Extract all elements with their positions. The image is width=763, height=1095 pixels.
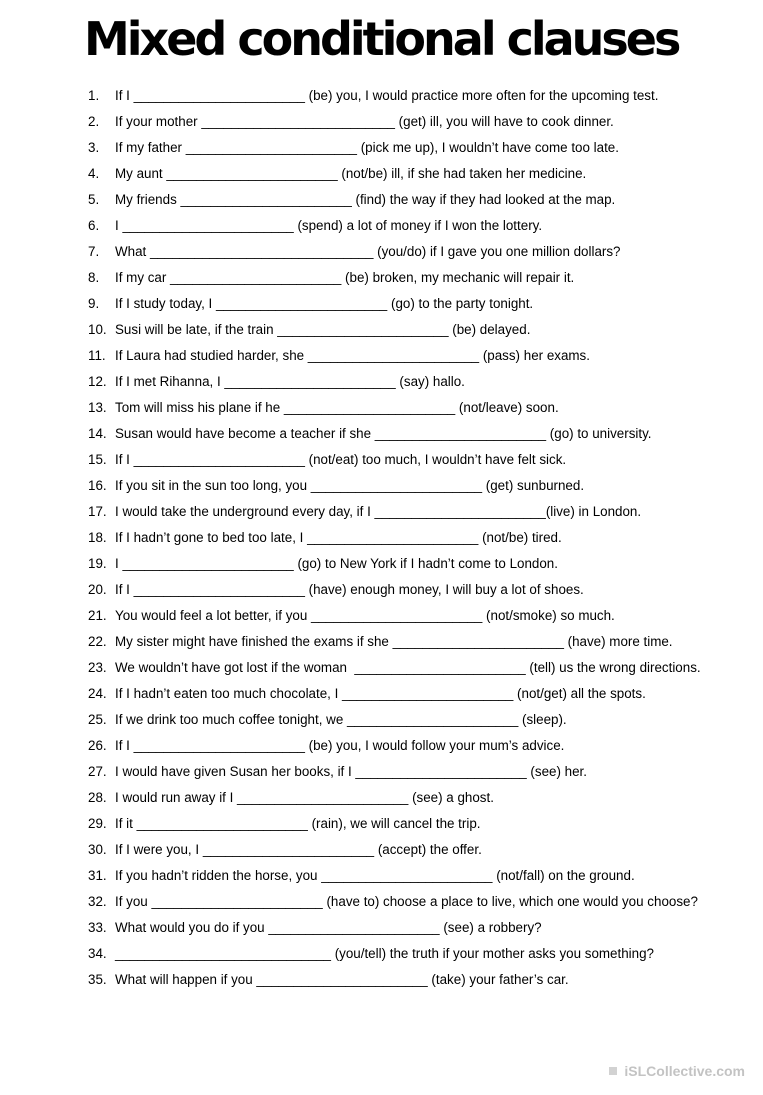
item-text: I would have given Susan her books, if I _______________________ (see) her. [115,764,587,779]
item-number: 5. [88,192,100,207]
item-text: If Laura had studied harder, she _______________________ (pass) her exams. [115,348,590,363]
list-item [88,661,763,675]
list-item [88,531,763,545]
item-text: What would you do if you _______________________ (see) a robbery? [115,920,542,935]
item-number: 3. [88,140,100,155]
item-text: My friends _______________________ (find) the way if they had looked at the map. [115,192,616,207]
list-item [88,765,763,779]
item-number: 10. [88,322,107,337]
list-item [88,895,763,909]
item-text: _____________________________ (you/tell) the truth if your mother asks you something? [115,946,654,961]
item-number: 21. [88,608,107,623]
list-item [88,453,763,467]
item-number: 6. [88,218,100,233]
item-text: You would feel a lot better, if you _______________________ (not/smoke) so much. [115,608,615,623]
list-item [88,817,763,831]
item-number: 4. [88,166,100,181]
item-number: 12. [88,374,107,389]
item-number: 20. [88,582,107,597]
item-number: 2. [88,114,100,129]
list-item [88,297,763,311]
list-item [88,375,763,389]
list-item [88,713,763,727]
item-text: If I were you, I _______________________ (accept) the offer. [115,842,482,857]
item-number: 13. [88,400,107,415]
item-number: 17. [88,504,107,519]
item-number: 27. [88,764,107,779]
item-number: 14. [88,426,107,441]
list-item [88,687,763,701]
item-text: If I _______________________ (have) enough money, I will buy a lot of shoes. [115,582,584,597]
list-item [88,89,763,103]
item-text: Tom will miss his plane if he _______________________ (not/leave) soon. [115,400,559,415]
item-number: 28. [88,790,107,805]
item-number: 11. [88,348,106,363]
item-number: 32. [88,894,107,909]
list-item [88,167,763,181]
list-item [88,505,763,519]
list-item [88,739,763,753]
list-item [88,791,763,805]
list-item [88,349,763,363]
item-text: If my car _______________________ (be) broken, my mechanic will repair it. [115,270,575,285]
list-item [88,843,763,857]
worksheet-page [0,12,763,1095]
list-item [88,609,763,623]
item-number: 8. [88,270,100,285]
item-text: If I met Rihanna, I _______________________ (say) hallo. [115,374,465,389]
item-number: 31. [88,868,107,883]
item-number: 1. [88,88,100,103]
list-item [88,479,763,493]
item-number: 7. [88,244,100,259]
list-item [88,635,763,649]
item-number: 19. [88,556,107,571]
item-text: If I _______________________ (be) you, I would follow your mum’s advice. [115,738,565,753]
item-text: If you hadn’t ridden the horse, you _______________________ (not/fall) on the ground. [115,868,635,883]
item-number: 26. [88,738,107,753]
list-item [88,141,763,155]
item-text: If we drink too much coffee tonight, we _______________________ (sleep). [115,712,567,727]
item-text: We wouldn’t have got lost if the woman _______________________ (tell) us the wrong directions. [115,660,701,675]
exercise-list [88,89,763,987]
item-text: If I hadn’t gone to bed too late, I _______________________ (not/be) tired. [115,530,562,545]
item-text: If you sit in the sun too long, you _______________________ (get) sunburned. [115,478,585,493]
footer-brand: iSLCollective.com [624,1063,745,1079]
item-number: 22. [88,634,107,649]
page-title: Mixed conditional clauses [84,12,679,66]
item-text: My aunt _______________________ (not/be) ill, if she had taken her medicine. [115,166,587,181]
list-item [88,869,763,883]
item-number: 18. [88,530,107,545]
list-item [88,973,763,987]
list-item [88,401,763,415]
list-item [88,219,763,233]
item-text: Susi will be late, if the train _______________________ (be) delayed. [115,322,531,337]
item-text: Susan would have become a teacher if she _______________________ (go) to university. [115,426,652,441]
item-number: 25. [88,712,107,727]
islcollective-logo-icon [609,1067,617,1075]
list-item [88,921,763,935]
list-item [88,271,763,285]
list-item [88,193,763,207]
item-number: 34. [88,946,107,961]
list-item [88,427,763,441]
list-item [88,557,763,571]
item-text: If I _______________________ (not/eat) too much, I wouldn’t have felt sick. [115,452,567,467]
item-number: 15. [88,452,107,467]
item-text: I would run away if I _______________________ (see) a ghost. [115,790,494,805]
item-text: If I _______________________ (be) you, I would practice more often for the upcoming test. [115,88,659,103]
item-text: If your mother __________________________ (get) ill, you will have to cook dinner. [115,114,614,129]
item-text: If you _______________________ (have to) choose a place to live, which one would you choose? [115,894,698,909]
list-item [88,245,763,259]
item-number: 35. [88,972,107,987]
list-item [88,323,763,337]
item-number: 33. [88,920,107,935]
item-text: If I hadn’t eaten too much chocolate, I _______________________ (not/get) all the spots. [115,686,646,701]
list-item [88,947,763,961]
item-text: What will happen if you _______________________ (take) your father’s car. [115,972,569,987]
footer [609,1063,745,1079]
item-text: If my father _______________________ (pick me up), I wouldn’t have come too late. [115,140,619,155]
item-text: I _______________________ (spend) a lot of money if I won the lottery. [115,218,543,233]
item-text: If it _______________________ (rain), we will cancel the trip. [115,816,481,831]
item-number: 29. [88,816,107,831]
item-text: I would take the underground every day, if I _______________________(live) in London. [115,504,642,519]
item-text: If I study today, I _______________________ (go) to the party tonight. [115,296,534,311]
item-number: 24. [88,686,107,701]
item-number: 9. [88,296,100,311]
item-number: 23. [88,660,107,675]
list-item [88,115,763,129]
item-text: I _______________________ (go) to New York if I hadn’t come to London. [115,556,558,571]
item-number: 16. [88,478,107,493]
item-text: My sister might have finished the exams if she _______________________ (have) more time. [115,634,673,649]
list-item [88,583,763,597]
item-number: 30. [88,842,107,857]
item-text: What ______________________________ (you/do) if I gave you one million dollars? [115,244,621,259]
